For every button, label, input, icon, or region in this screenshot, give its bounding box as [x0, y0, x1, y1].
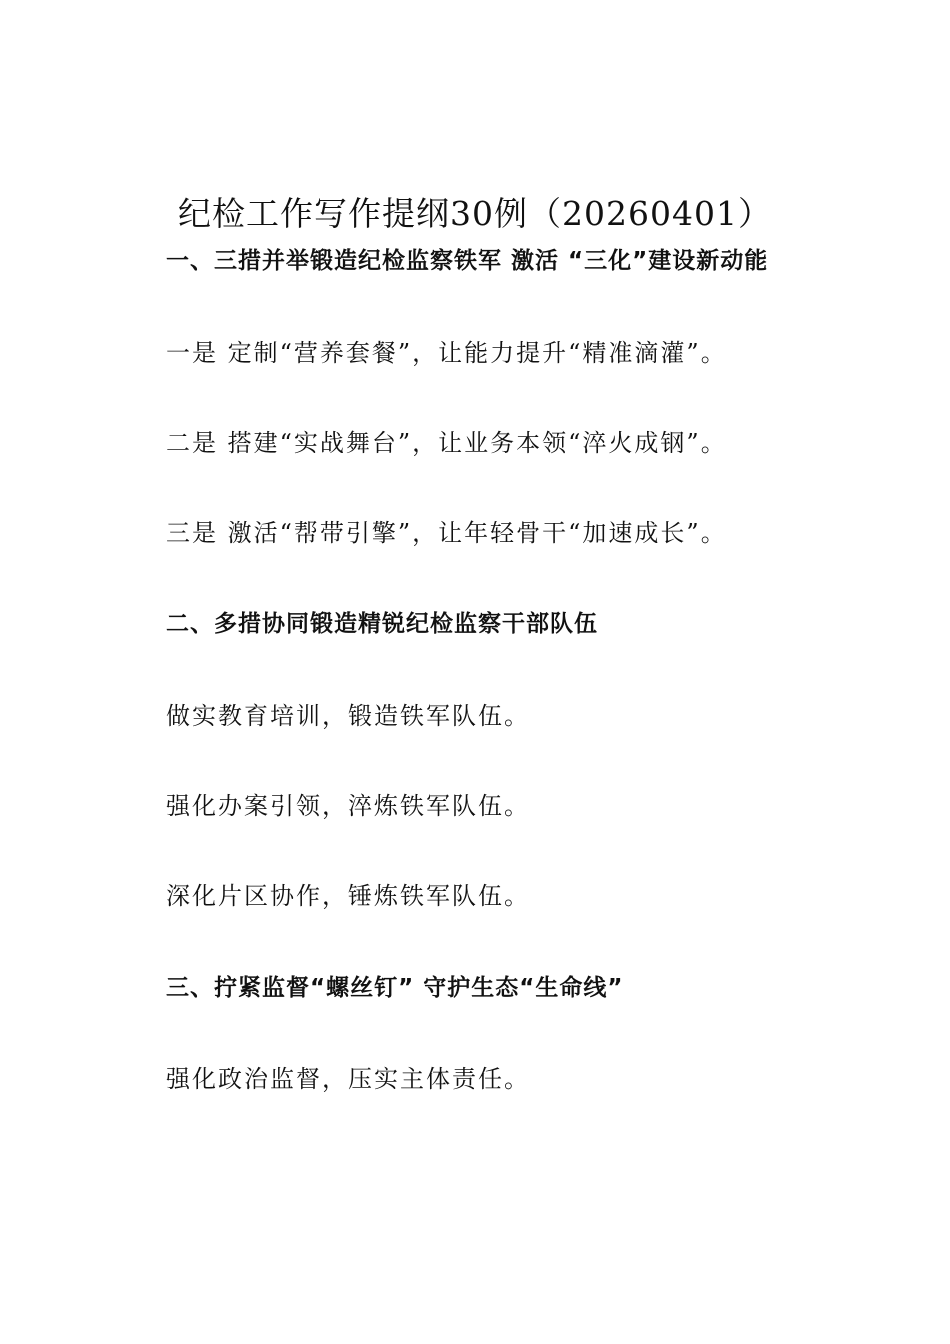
section-2-item-2: 强化办案引领，淬炼铁军队伍。: [166, 792, 530, 820]
section-1-item-3: 三是 激活“帮带引擎”，让年轻骨干“加速成长”。: [166, 519, 727, 547]
section-2-item-1: 做实教育培训，锻造铁军队伍。: [166, 702, 530, 730]
section-1-item-1: 一是 定制“营养套餐”，让能力提升“精准滴灌”。: [166, 339, 727, 367]
section-1-item-2: 二是 搭建“实战舞台”，让业务本领“淬火成钢”。: [166, 429, 727, 457]
section-2-item-3: 深化片区协作，锤炼铁军队伍。: [166, 882, 530, 910]
section-heading-2: 二、多措协同锻造精锐纪检监察干部队伍: [166, 611, 598, 637]
section-heading-1: 一、三措并举锻造纪检监察铁军 激活 “三化”建设新动能: [166, 248, 769, 274]
document-title: 纪检工作写作提纲30例（20260401）: [178, 194, 772, 234]
section-heading-3: 三、拧紧监督“螺丝钉” 守护生态“生命线”: [166, 975, 624, 1001]
section-3-item-1: 强化政治监督，压实主体责任。: [166, 1065, 530, 1093]
